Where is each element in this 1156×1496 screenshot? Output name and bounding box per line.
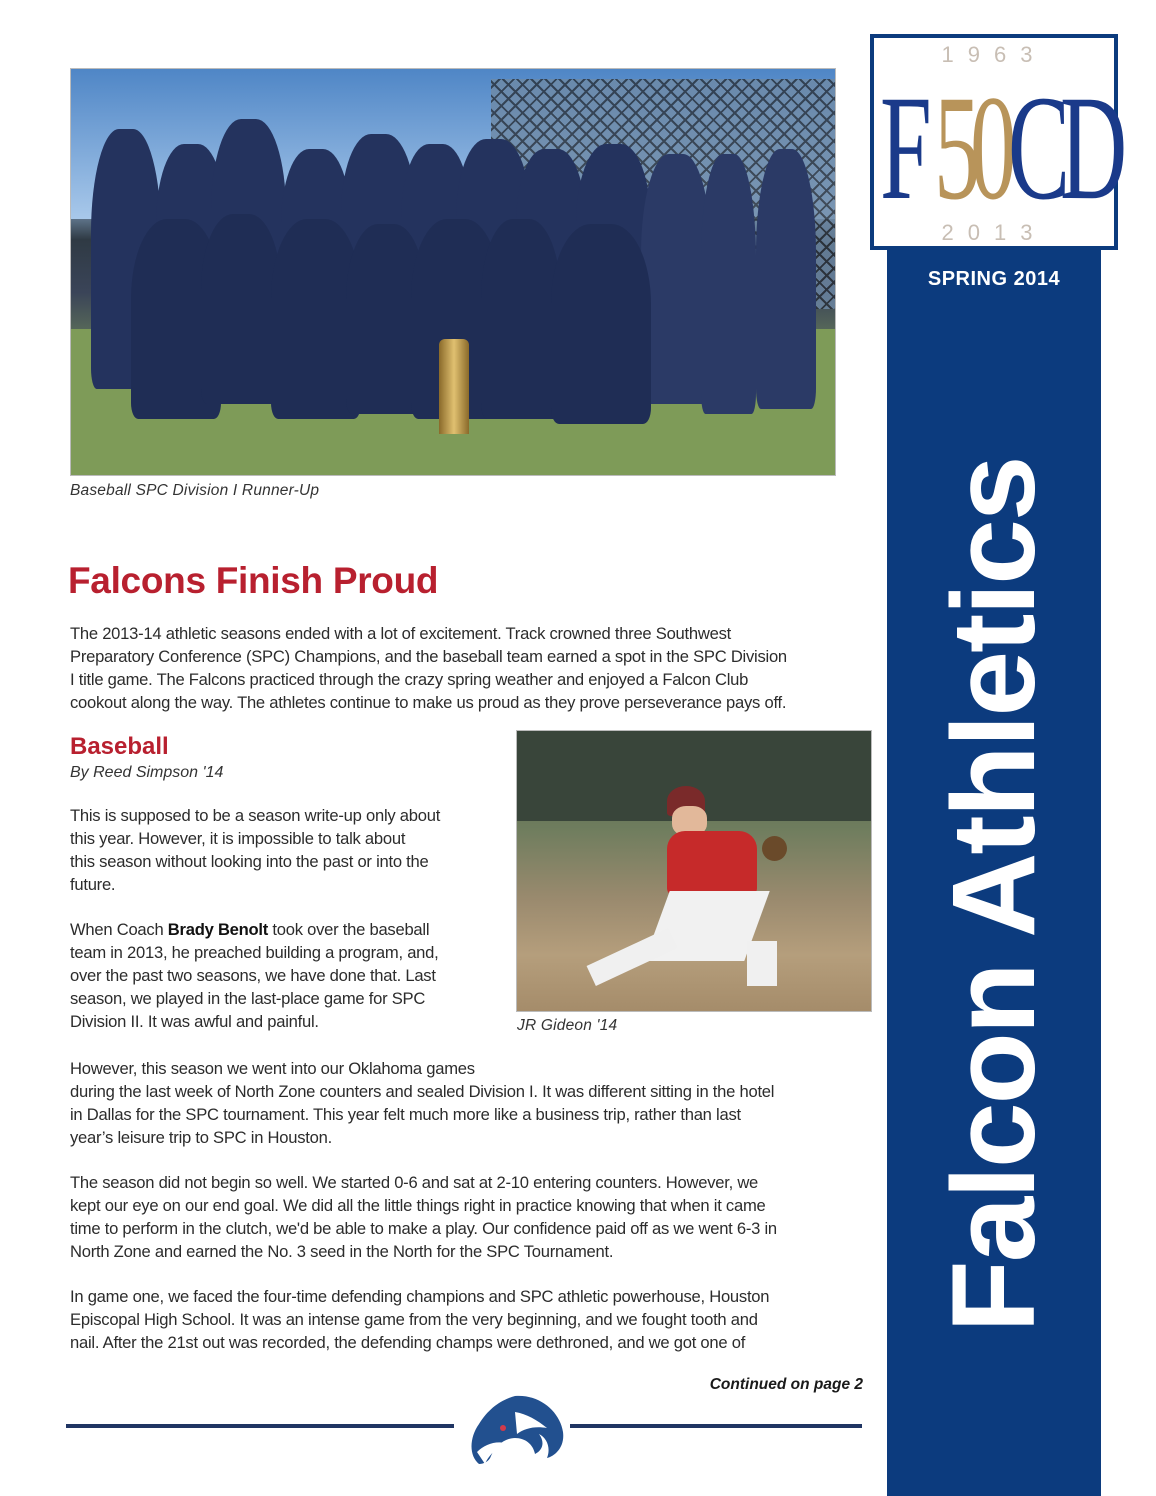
- footer-rule-right: [570, 1424, 862, 1428]
- falcon-logo-icon: [455, 1392, 570, 1466]
- pitcher-photo: [516, 730, 872, 1012]
- footer-rule-left: [66, 1424, 454, 1428]
- section-title: Baseball: [70, 733, 169, 760]
- intro-line: Preparatory Conference (SPC) Champions, and the baseball team earned a spot in the SPC Division: [70, 647, 787, 666]
- pitcher-photo-caption: JR Gideon '14: [517, 1017, 618, 1034]
- logo-year-bottom: 2013: [941, 220, 1047, 245]
- paragraph-line: Episcopal High School. It was an intense game from the very beginning, and we fought tooth and: [70, 1310, 758, 1329]
- coach-name: Brady Benolt: [167, 920, 269, 939]
- trophy: [439, 339, 469, 434]
- paragraph-line: during the last week of North Zone counters and sealed Division I. It was different sitting in the hotel: [70, 1082, 775, 1101]
- byline: By Reed Simpson '14: [70, 764, 224, 781]
- paragraph-line: time to perform in the clutch, we'd be able to make a play. Our confidence paid off as we went 6-3 in: [70, 1219, 777, 1238]
- paragraph-line: over the past two seasons, we have done that. Last: [70, 966, 436, 985]
- paragraph-line: season, we played in the last-place game for SPC: [70, 989, 426, 1008]
- anniversary-logo: [870, 34, 1128, 250]
- paragraph-line: this year. However, it is impossible to talk about: [70, 829, 406, 848]
- article-headline: Falcons Finish Proud: [68, 560, 439, 601]
- paragraph-line: The season did not begin so well. We started 0-6 and sat at 2-10 entering counters. However, we: [70, 1173, 759, 1192]
- intro-line: cookout along the way. The athletes continue to make us proud as they prove perseverance pays off.: [70, 693, 787, 712]
- paragraph-line: [70, 920, 429, 940]
- continued-link[interactable]: Continued on page 2: [709, 1376, 863, 1393]
- paragraph-line: future.: [70, 875, 116, 894]
- section-vertical-title: Falcon Athletics: [928, 457, 1060, 1333]
- paragraph-line: North Zone and earned the No. 3 seed in the North for the SPC Tournament.: [70, 1242, 614, 1261]
- team-photo-caption: Baseball SPC Division I Runner-Up: [70, 482, 320, 499]
- intro-line: The 2013-14 athletic seasons ended with a lot of excitement. Track crowned three Southwest: [70, 624, 731, 643]
- paragraph-line: nail. After the 21st out was recorded, the defending champs were dethroned, and we got one of: [70, 1333, 746, 1352]
- paragraph-line: this season without looking into the past or into the: [70, 852, 429, 871]
- issue-label: SPRING 2014: [927, 268, 1061, 290]
- logo-year-top: 1963: [941, 42, 1047, 67]
- paragraph-line: year’s leisure trip to SPC in Houston.: [70, 1128, 332, 1147]
- paragraph-line: Division II. It was awful and painful.: [70, 1012, 319, 1031]
- paragraph-line: In game one, we faced the four-time defending champions and SPC athletic powerhouse, Houston: [70, 1287, 770, 1306]
- intro-line: I title game. The Falcons practiced through the crazy spring weather and enjoyed a Falcon Club: [70, 670, 749, 689]
- text: took over the baseball: [268, 920, 430, 939]
- text: When Coach: [70, 920, 168, 939]
- paragraph-line: kept our eye on our end goal. We did all the little things right in practice knowing that when it came: [70, 1196, 766, 1215]
- team-photo: [70, 68, 836, 476]
- paragraph-line: in Dallas for the SPC tournament. This year felt much more like a business trip, rather than last: [70, 1105, 741, 1124]
- paragraph-line: However, this season we went into our Oklahoma games: [70, 1059, 475, 1078]
- paragraph-line: This is supposed to be a season write-up only about: [70, 806, 441, 825]
- logo-letters: F 5 0 C D: [880, 65, 1128, 231]
- paragraph-line: team in 2013, he preached building a program, and,: [70, 943, 439, 962]
